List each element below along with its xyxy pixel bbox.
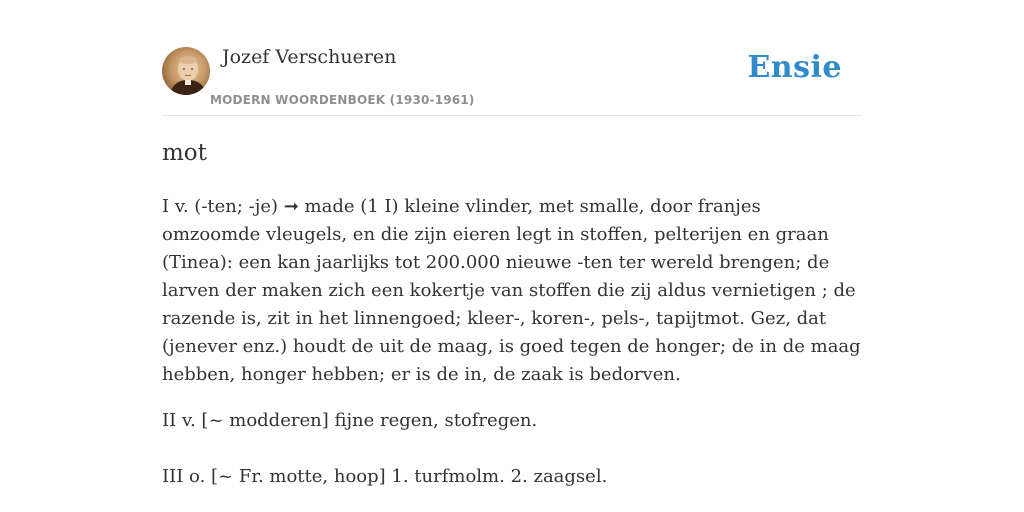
author-name[interactable]: Jozef Verschueren: [222, 46, 397, 68]
entry-headword: mot: [162, 140, 207, 166]
ensie-logo-link[interactable]: Ensie: [747, 50, 842, 85]
definition-sense-2: II v. [~ modderen] fijne regen, stofregen.: [162, 410, 538, 431]
entry-header: [162, 0, 862, 116]
entry-card: [162, 0, 862, 512]
author-avatar[interactable]: [162, 47, 210, 95]
definition-sense-3: III o. [~ Fr. motte, hoop] 1. turfmolm. 2. zaagsel.: [162, 466, 608, 487]
portrait-icon: [162, 47, 210, 95]
definition-sense-1: I v. (-ten; -je) ➞ made (1 I) kleine vlinder, met smalle, door franjes omzoomde vleugels, en die zijn eieren legt in stoffen, pelterijen en graan (Tinea): een kan jaarlijks tot 200.000 nieuwe -ten ter wereld brengen; de larven der maken zich een kokertje van stoffen die zij aldus vernietigen ; de razende is, zit in het linnengoed; kleer-, koren-, pels-, tapijtmot. Gez, dat (jenever enz.) houdt de uit de maag, is goed tegen de honger; de in de maag hebben, honger hebben; er is de in, de zaak is bedorven.: [162, 196, 861, 385]
dictionary-source: MODERN WOORDENBOEK (1930-1961): [210, 93, 475, 107]
